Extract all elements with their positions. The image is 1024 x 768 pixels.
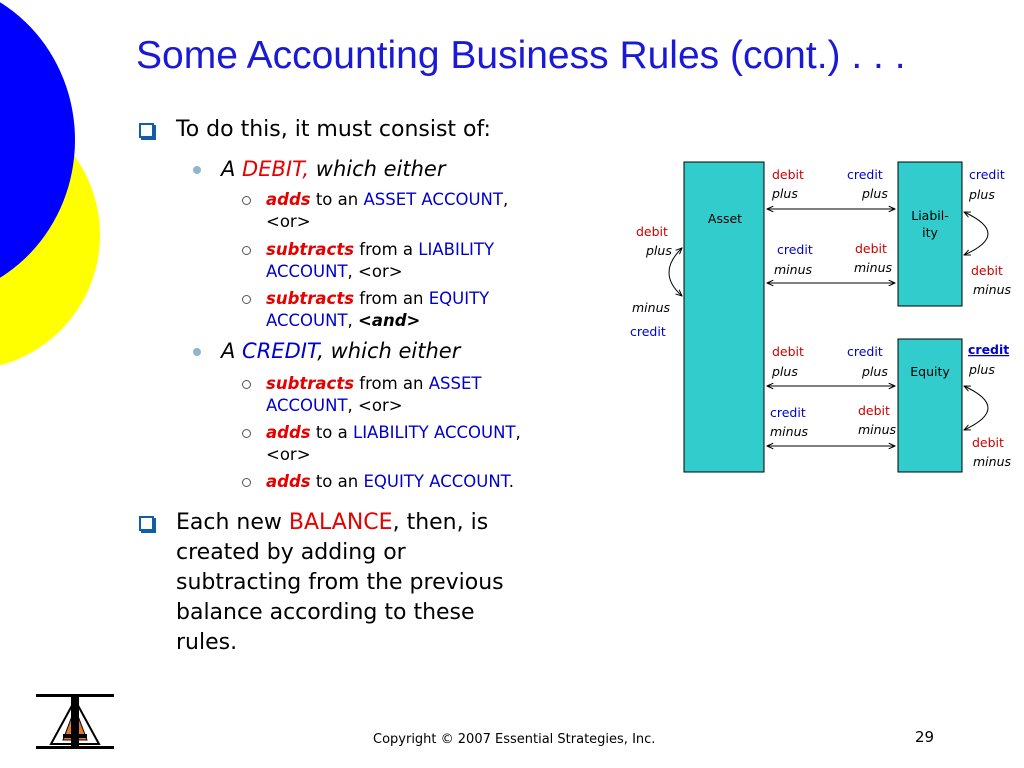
mid-text: from a (354, 240, 419, 259)
account-text: EQUITY (428, 289, 490, 308)
account-flow-diagram (620, 150, 1020, 480)
verb-text: subtracts (266, 240, 355, 259)
credit-item-2 (266, 422, 521, 466)
al-minus-right: minus (854, 260, 893, 275)
account-text: LIABILITY (418, 240, 495, 259)
bullet-consist: To do this, it must consist of: (176, 117, 491, 142)
bullet-balance (176, 508, 504, 658)
debit-item-3 (266, 288, 489, 332)
balance-word: BALANCE (288, 510, 393, 535)
balance-line-5: rules. (176, 630, 238, 655)
equity-debit: debit (972, 435, 1004, 450)
credit-item-1 (266, 373, 481, 417)
liability-label-2: ity (922, 225, 938, 240)
liability-plus: plus (969, 187, 995, 202)
ae-minus-left: minus (770, 424, 809, 439)
verb-text: adds (266, 190, 311, 209)
account-text-2: ACCOUNT (266, 396, 348, 415)
page-number: 29 (915, 728, 935, 746)
al-minus-left: minus (774, 262, 813, 277)
liability-credit: credit (969, 167, 1005, 182)
asset-debit: debit (636, 224, 668, 239)
ae-plus-right: plus (862, 364, 888, 379)
tail-text: . (508, 472, 515, 491)
liability-label-1: Liabil- (911, 208, 949, 223)
balance-pre: Each new (176, 510, 289, 535)
mid-text: to an (310, 190, 364, 209)
curve-equity (964, 386, 988, 430)
asset-box (684, 162, 764, 472)
account-text: ASSET ACCOUNT (363, 190, 503, 209)
mid-text: from an (354, 289, 429, 308)
ring-bullet-icon (242, 478, 251, 487)
copyright-footer: Copyright © 2007 Essential Strategies, Inc. (373, 732, 656, 747)
ae-debit: debit (772, 344, 804, 359)
verb-text: subtracts (266, 374, 355, 393)
al-credit-lower: credit (777, 242, 813, 257)
verb-text: adds (266, 472, 311, 491)
tail-text: , <or> (347, 262, 403, 281)
ae-plus-left: plus (772, 364, 798, 379)
debit-word: DEBIT, (242, 157, 310, 181)
ae-credit-lower: credit (770, 405, 806, 420)
credit-post: , which either (317, 339, 461, 363)
essential-strategies-logo (36, 694, 116, 752)
al-plus-left: plus (772, 186, 798, 201)
credit-item-3 (266, 471, 514, 493)
tail-text: , (347, 311, 359, 330)
balance-post: , then, is (392, 510, 489, 535)
liability-debit: debit (971, 263, 1003, 278)
balance-line-2: created by adding or (176, 540, 406, 565)
account-text: EQUITY ACCOUNT (363, 472, 509, 491)
asset-minus: minus (632, 300, 671, 315)
account-text: LIABILITY ACCOUNT (353, 423, 516, 442)
verb-text: adds (266, 423, 311, 442)
credit-heading (221, 337, 460, 365)
slide-title: Some Accounting Business Rules (cont.) . . . (136, 34, 906, 77)
square-bullet-icon (139, 123, 154, 138)
or-text: <or> (266, 212, 311, 231)
equity-credit: credit (968, 342, 1010, 357)
account-text-2: ACCOUNT (266, 311, 348, 330)
verb-text: subtracts (266, 289, 355, 308)
mid-text: to a (310, 423, 353, 442)
dot-bullet-icon (193, 348, 201, 356)
dot-bullet-icon (193, 166, 201, 174)
equity-label: Equity (910, 364, 950, 379)
credit-pre: A (221, 339, 243, 363)
debit-post: which either (309, 157, 446, 181)
ring-bullet-icon (242, 380, 251, 389)
debit-heading (221, 155, 446, 183)
ae-credit: credit (847, 344, 883, 359)
asset-label: Asset (707, 211, 743, 226)
ring-bullet-icon (242, 295, 251, 304)
al-debit: debit (772, 167, 804, 182)
account-text-2: ACCOUNT (266, 262, 348, 281)
ring-bullet-icon (242, 429, 251, 438)
tail-text: , (515, 423, 521, 442)
al-debit-lower: debit (855, 241, 887, 256)
mid-text: to an (310, 472, 364, 491)
ring-bullet-icon (242, 246, 251, 255)
tail-text: , (502, 190, 509, 209)
and-text: <and> (358, 311, 421, 330)
balance-line-4: balance according to these (176, 600, 475, 625)
ae-debit-lower: debit (858, 403, 890, 418)
ae-minus-right: minus (858, 422, 897, 437)
account-text: ASSET (428, 374, 482, 393)
tail-text: , <or> (347, 396, 403, 415)
liability-minus: minus (973, 282, 1012, 297)
mid-text: from an (354, 374, 429, 393)
ring-bullet-icon (242, 196, 251, 205)
square-bullet-icon (139, 516, 154, 531)
debit-pre: A (221, 157, 243, 181)
equity-plus: plus (969, 362, 995, 377)
credit-word: CREDIT (242, 339, 318, 363)
asset-plus: plus (646, 243, 672, 258)
balance-line-3: subtracting from the previous (176, 570, 504, 595)
al-credit: credit (847, 167, 883, 182)
asset-credit: credit (630, 324, 666, 339)
equity-minus: minus (973, 454, 1012, 469)
equity-box (898, 339, 962, 472)
or-text: <or> (266, 445, 311, 464)
curve-liability (964, 212, 988, 255)
debit-item-2 (266, 239, 494, 283)
debit-item-1 (266, 189, 508, 233)
al-plus-right: plus (862, 186, 888, 201)
